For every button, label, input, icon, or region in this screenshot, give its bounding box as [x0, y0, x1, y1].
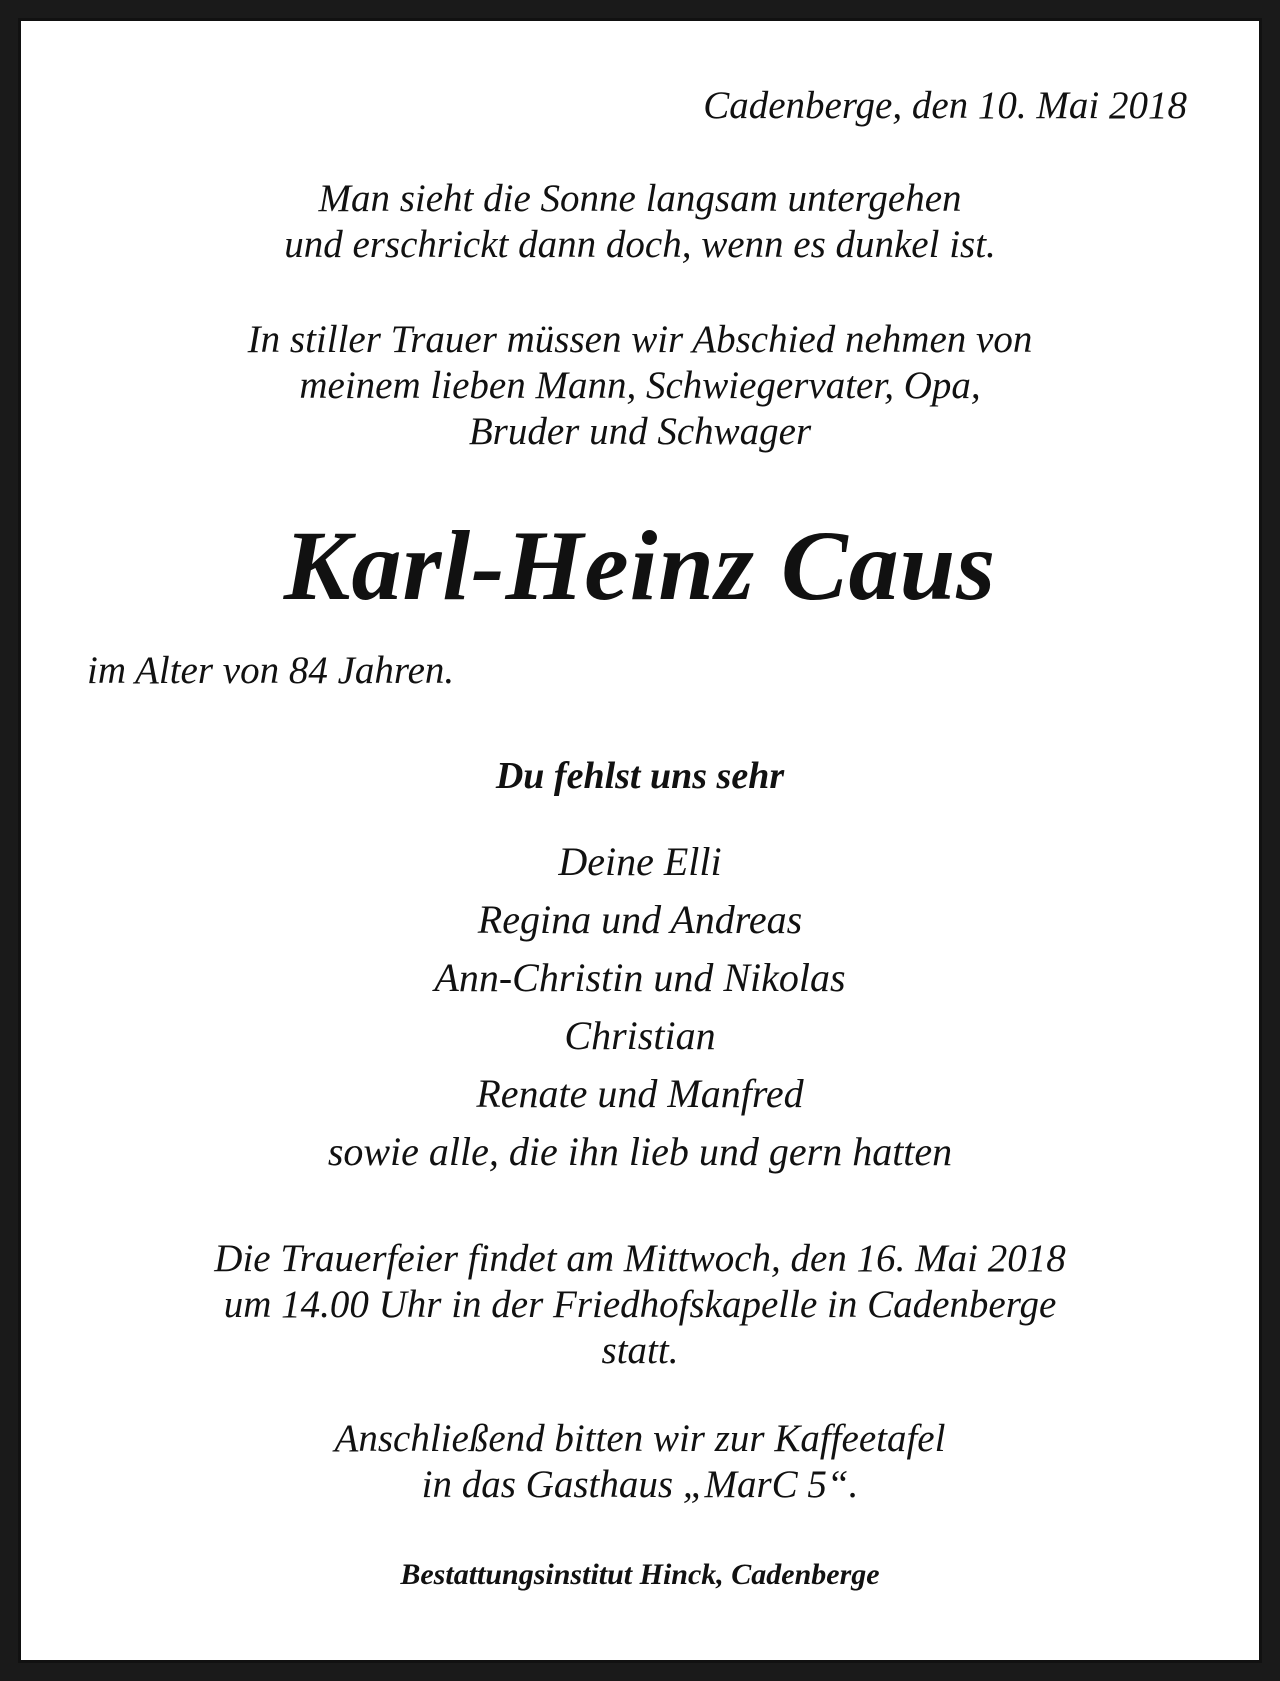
service-line: um 14.00 Uhr in der Friedhofskapelle in Cadenberge	[223, 1283, 1057, 1326]
reception-line: in das Gasthaus „MarC 5“.	[421, 1463, 859, 1506]
obituary-notice	[18, 18, 1262, 1663]
quote-line: und erschrickt dann doch, wenn es dunkel ist.	[284, 223, 996, 266]
place-date: Cadenberge, den 10. Mai 2018	[703, 84, 1187, 127]
mourner-entry: Christian	[564, 1013, 716, 1058]
reception-info	[21, 1416, 1259, 1508]
mourners-list	[21, 833, 1259, 1181]
mourner-entry: Deine Elli	[558, 839, 722, 884]
quote-line: Man sieht die Sonne langsam untergehen	[318, 177, 962, 220]
age-text: im Alter von 84 Jahren.	[87, 649, 455, 692]
mourner-entry: Regina und Andreas	[477, 897, 803, 942]
mourner-entry: Ann-Christin und Nikolas	[434, 955, 846, 1000]
reception-line: Anschließend bitten wir zur Kaffeetafel	[334, 1417, 946, 1460]
service-line: Die Trauerfeier findet am Mittwoch, den 16. Mai 2018	[214, 1237, 1066, 1280]
intro-text	[21, 317, 1259, 455]
service-info	[21, 1236, 1259, 1374]
intro-line: Bruder und Schwager	[468, 410, 812, 453]
deceased-name: Karl-Heinz Caus	[283, 510, 997, 621]
intro-line: In stiller Trauer müssen wir Abschied nehmen von	[247, 318, 1033, 361]
service-line: statt.	[601, 1329, 679, 1372]
closing-phrase: Du fehlst uns sehr	[495, 755, 785, 797]
funeral-home: Bestattungsinstitut Hinck, Cadenberge	[400, 1558, 880, 1591]
mourner-entry: Renate und Manfred	[476, 1071, 804, 1116]
quote	[21, 176, 1259, 268]
mourner-entry: sowie alle, die ihn lieb und gern hatten	[327, 1129, 953, 1174]
intro-line: meinem lieben Mann, Schwiegervater, Opa,	[299, 364, 981, 407]
